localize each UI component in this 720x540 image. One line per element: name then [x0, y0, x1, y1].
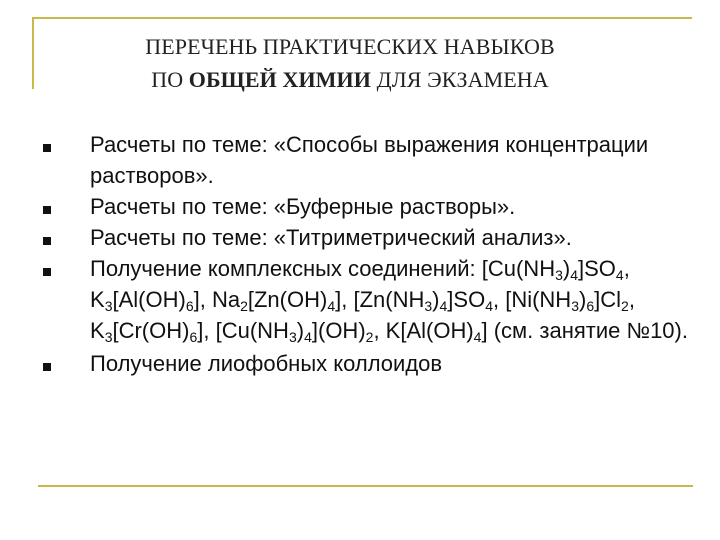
- skills-list: [42, 129, 692, 379]
- square-bullet-icon: [43, 268, 51, 276]
- square-bullet-icon: [43, 363, 51, 371]
- top-rule: [32, 17, 692, 19]
- item-text: Расчеты по теме: «Буферные растворы».: [90, 194, 516, 219]
- title-line-2: [40, 63, 660, 96]
- title-bold: ОБЩЕЙ ХИМИИ: [188, 67, 371, 92]
- square-bullet-icon: [43, 144, 51, 152]
- item-text: Расчеты по теме: «Титриметрический анализ».: [90, 225, 572, 250]
- item-text-formulas: Получение комплексных соединений: $[Cu(NH_3)_4]SO_4$, $K_3[Al(OH)_6]$, $Na_2[Zn(OH)_4]$, $[Zn(NH_3)_4]SO_4$, $[Ni(NH_3)_6]Cl_2$, $K_3[Cr(OH)_6]$, $[Cu(NH_3)_4](OH)_2$, $K[Al(OH)_4]$ (см. занятие №10).: [90, 256, 688, 345]
- item-text: Расчеты по теме: «Способы выражения концентрации растворов».: [90, 132, 649, 188]
- list-item: [42, 348, 692, 379]
- list-item: [42, 129, 690, 191]
- list-item: [42, 191, 692, 222]
- title-suffix: ДЛЯ ЭКЗАМЕНА: [370, 67, 549, 92]
- left-rule: [32, 17, 34, 89]
- square-bullet-icon: [43, 237, 51, 245]
- item-text: Получение лиофобных коллоидов: [90, 351, 443, 376]
- list-item: [42, 222, 692, 253]
- bottom-rule: [38, 485, 693, 487]
- list-item: [42, 253, 692, 346]
- title-line-1: ПЕРЕЧЕНЬ ПРАКТИЧЕСКИХ НАВЫКОВ: [145, 34, 555, 59]
- square-bullet-icon: [43, 206, 51, 214]
- page-title: [40, 30, 660, 96]
- title-prefix: ПО: [151, 67, 189, 92]
